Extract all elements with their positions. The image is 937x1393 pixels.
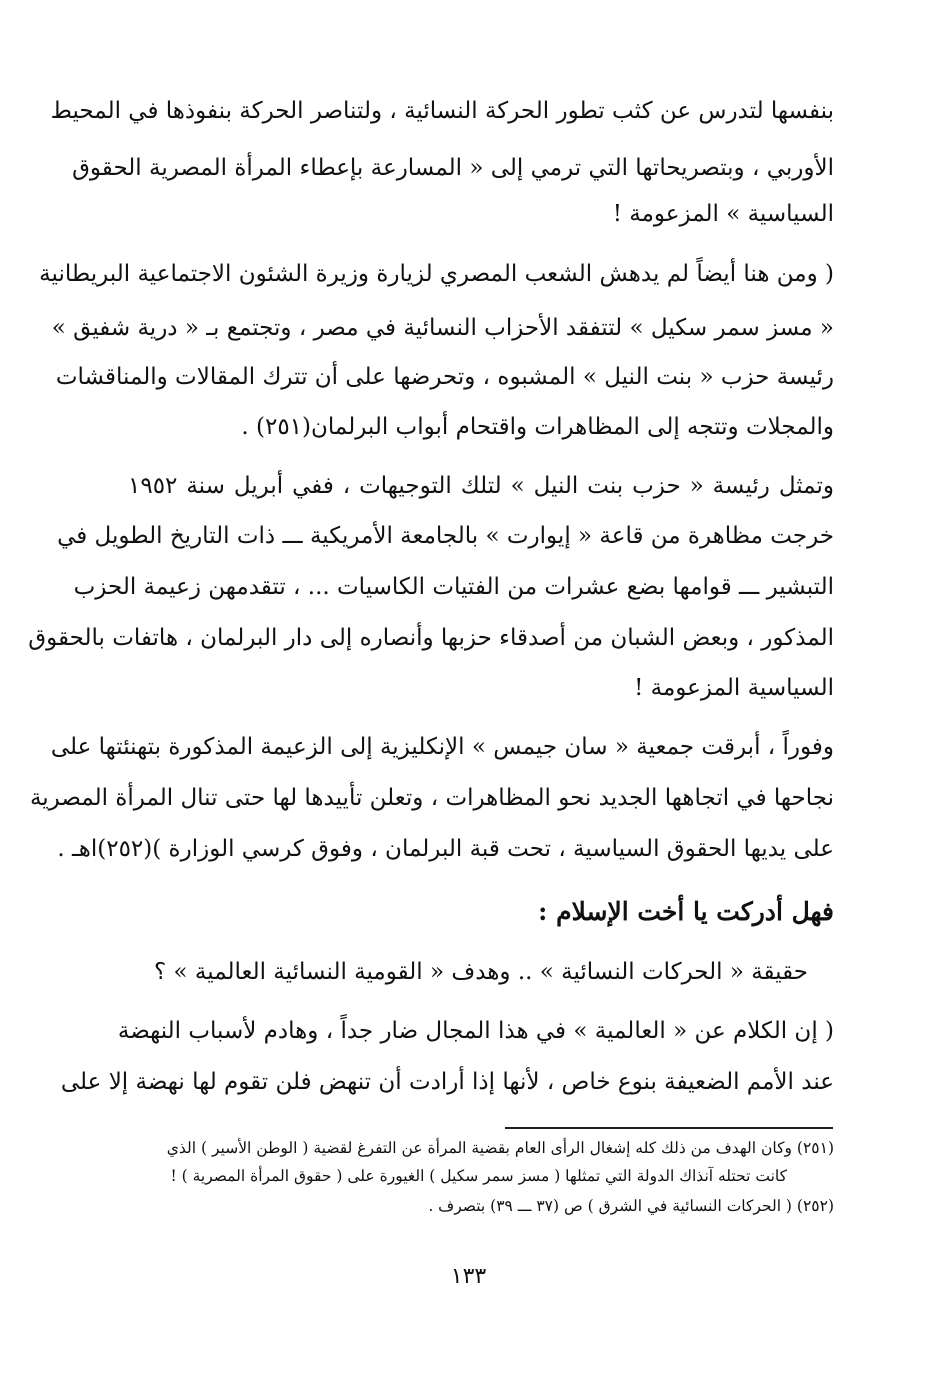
footnote-251-continued: كانت تحتله آنذاك الدولة التي تمثلها ( مسز سمر سكيل ) الغيورة على ( حقوق المرأة المصرية ) ! <box>170 1167 787 1185</box>
body-line-5: « مسز سمر سكيل » لتتفقد الأحزاب النسائية في مصر ، وتجتمع بـ « درية شفيق » <box>51 315 834 341</box>
body-line-10: التبشير ـــ قوامها بضع عشرات من الفتيات الكاسيات ... ، تتقدمهن زعيمة الحزب <box>73 574 834 600</box>
page-number: ١٣٣ <box>450 1264 487 1289</box>
body-line-2: الأوربي ، وبتصريحاتها التي ترمي إلى « المسارعة بإعطاء المرأة المصرية الحقوق <box>72 155 834 181</box>
footnote-252: (٢٥٢) ( الحركات النسائية في الشرق ) ص (٣٧ ـــ ٣٩) بتصرف . <box>428 1197 834 1215</box>
body-line-12: السياسية المزعومة ! <box>634 675 834 701</box>
centered-line: حقيقة « الحركات النسائية » .. وهدف « القومية النسائية العالمية » ؟ <box>154 959 808 985</box>
body-line-7: والمجلات وتتجه إلى المظاهرات واقتحام أبواب البرلمان(٢٥١) . <box>241 414 834 440</box>
footnote-separator <box>505 1127 833 1129</box>
body-line-6: رئيسة حزب « بنت النيل » المشبوه ، وتحرضها على أن تترك المقالات والمناقشات <box>55 364 834 390</box>
body-line-1: بنفسها لتدرس عن كثب تطور الحركة النسائية ، ولتناصر الحركة بنفوذها في المحيط <box>50 98 834 124</box>
footnote-251: (٢٥١) وكان الهدف من ذلك كله إشغال الرأى العام بقضية المرأة عن التفرغ لقضية ( الوطن الأسير ) الذي <box>166 1139 834 1157</box>
section-heading: فهل أدركت يا أخت الإسلام : <box>538 897 834 926</box>
body-line-16: ( إن الكلام عن « العالمية » في هذا المجال ضار جداً ، وهادم لأسباب النهضة <box>117 1018 834 1044</box>
body-line-11: المذكور ، وبعض الشبان من أصدقاء حزبها وأنصاره إلى دار البرلمان ، هاتفات بالحقوق <box>28 625 834 651</box>
body-line-14: نجاحها في اتجاهها الجديد نحو المظاهرات ، وتعلن تأييدها لها حتى تنال المرأة المصرية <box>29 785 834 811</box>
body-line-3: السياسية » المزعومة ! <box>612 201 834 227</box>
body-line-17: عند الأمم الضعيفة بنوع خاص ، لأنها إذا أرادت أن تنهض فلن تقوم لها نهضة إلا على <box>60 1069 834 1095</box>
body-line-15: على يديها الحقوق السياسية ، تحت قبة البرلمان ، وفوق كرسي الوزارة )(٢٥٢)اهـ . <box>57 836 834 862</box>
body-line-9: خرجت مظاهرة من قاعة « إيوارت » بالجامعة الأمريكية ـــ ذات التاريخ الطويل في <box>57 523 834 549</box>
body-line-4: ( ومن هنا أيضاً لم يدهش الشعب المصري لزيارة وزيرة الشئون الاجتماعية البريطانية <box>39 261 834 287</box>
body-line-13: وفوراً ، أبرقت جمعية « سان جيمس » الإنكليزية إلى الزعيمة المذكورة بتهنئتها على <box>50 734 834 760</box>
body-line-8: وتمثل رئيسة « حزب بنت النيل » لتلك التوجيهات ، ففي أبريل سنة ١٩٥٢ <box>128 473 834 499</box>
